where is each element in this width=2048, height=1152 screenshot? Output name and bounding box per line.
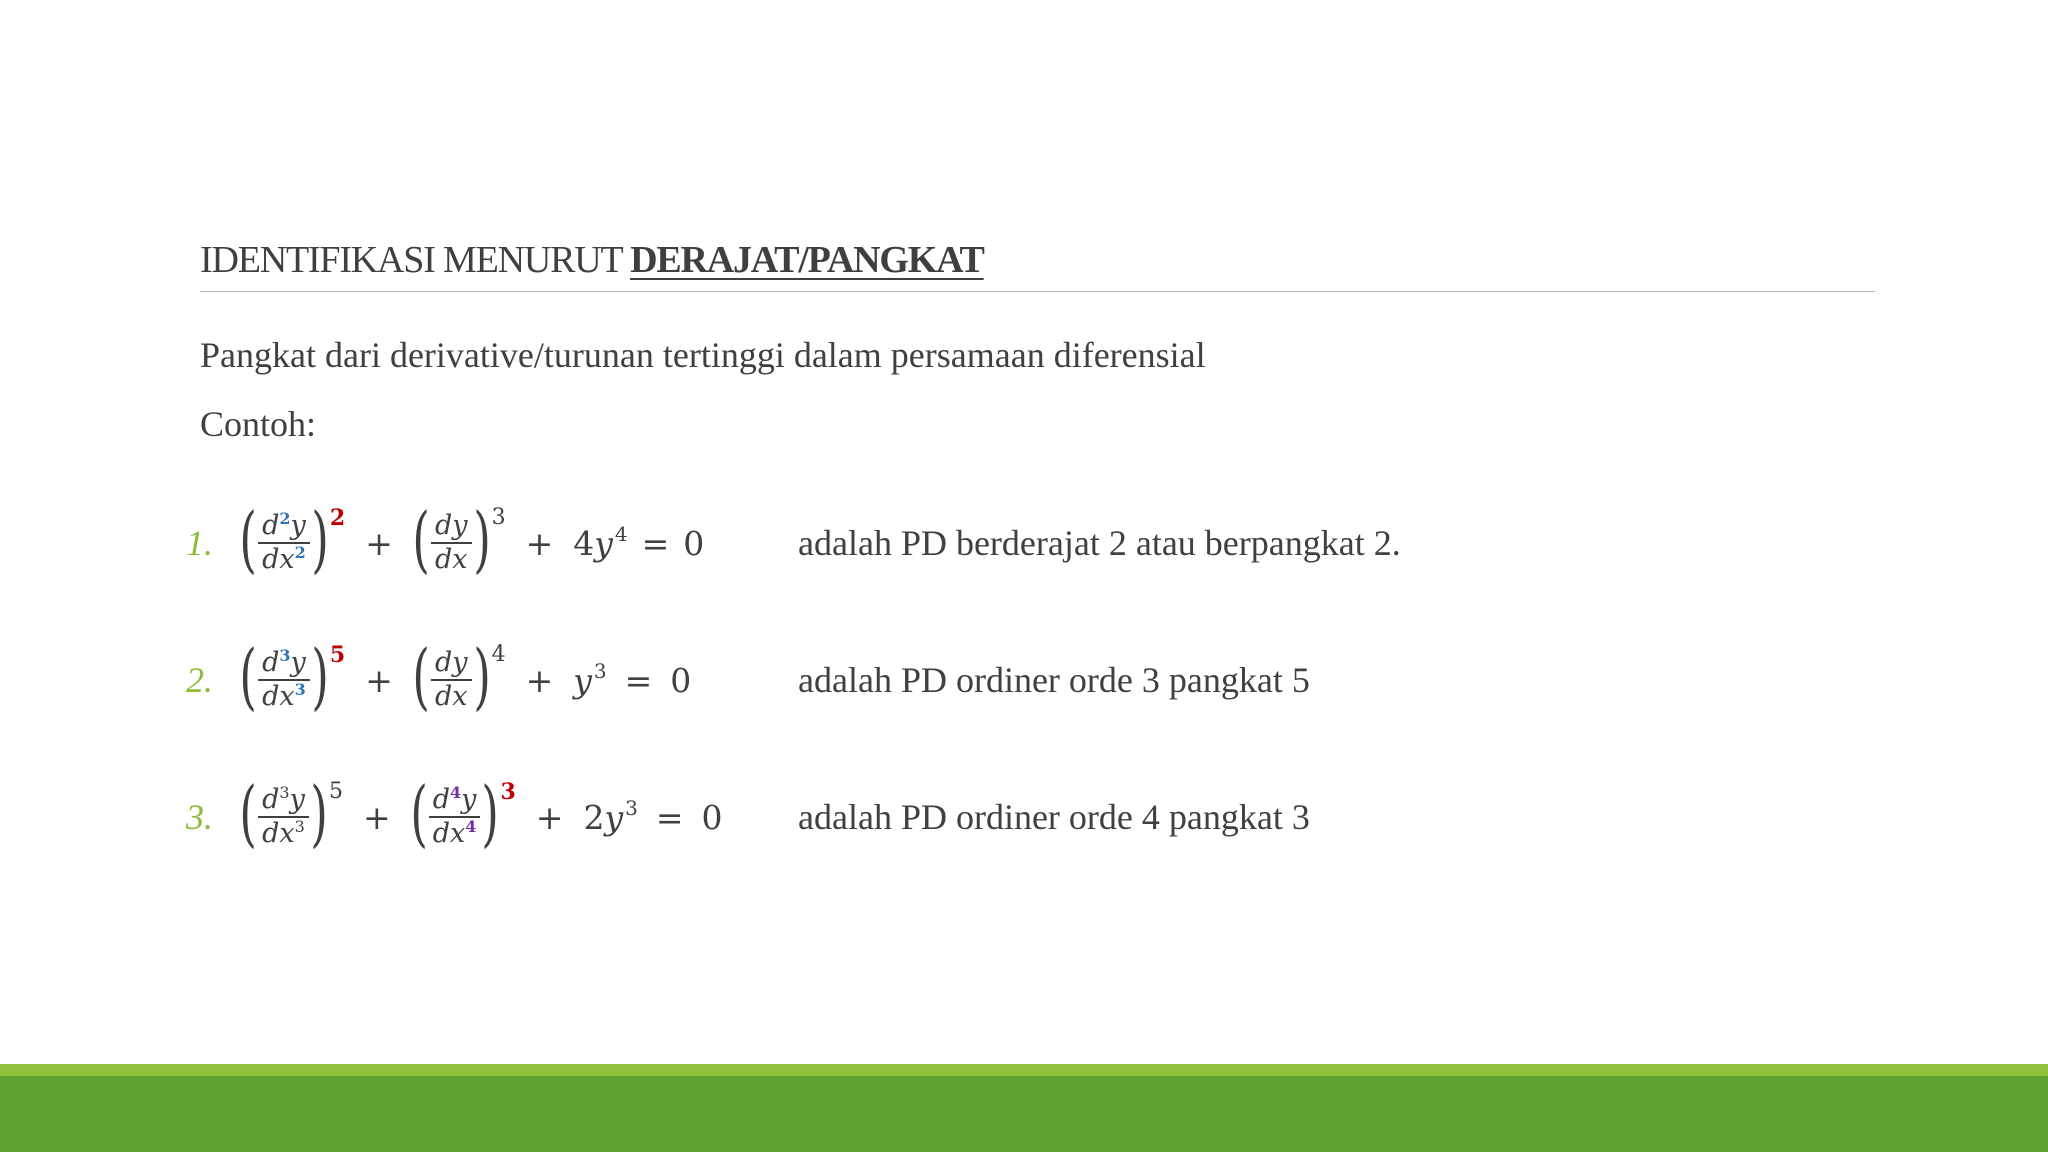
y-term: 2y $^3$ [583, 795, 638, 837]
fourth-derivative-term: ( $\frac{d^4y}{dx^4}$ ) 3 [409, 771, 516, 855]
equals-sign: = [641, 523, 670, 563]
footer-band-light [0, 1064, 2048, 1076]
derivative-order: 3 [279, 783, 290, 803]
plus-sign: + [365, 523, 393, 563]
exponent: 4 [491, 642, 506, 667]
first-derivative-term: ( $\frac{dy}{dx}$ ) 4 [412, 634, 506, 718]
first-derivative-term: ( $\frac{dy}{dx}$ ) 3 [412, 497, 506, 581]
fraction: $\frac{d^2y}{dx^2}$ [258, 511, 310, 574]
degree-exponent: 3 [500, 779, 516, 805]
title-emphasis: DERAJAT/PANGKAT [630, 239, 984, 281]
plus-sign: + [365, 660, 393, 700]
rhs-value: 0 [670, 660, 692, 700]
example-row-3 [0, 762, 2048, 872]
title-plain: IDENTIFIKASI MENURUT [200, 239, 631, 281]
example-number: 1. [186, 523, 213, 563]
fraction: $\frac{d^3y}{dx^3}$ [258, 648, 310, 711]
footer-band-dark [0, 1076, 2048, 1152]
equation [240, 762, 723, 872]
derivative-order: 2 [279, 509, 291, 529]
degree-exponent: 2 [329, 505, 346, 531]
contoh-label: Contoh: [200, 404, 317, 444]
title-divider [200, 291, 1875, 292]
example-row-2 [0, 625, 2048, 735]
plus-sign: + [525, 660, 554, 700]
fraction: $\frac{d^3y}{dx^3}$ [258, 785, 309, 848]
third-derivative-term: ( $\frac{d^3y}{dx^3}$ ) 5 [239, 634, 346, 718]
rhs-value: 0 [683, 523, 705, 563]
example-description: adalah PD berderajat 2 atau berpangkat 2. [798, 523, 1401, 563]
rhs-value: 0 [701, 797, 723, 837]
equals-sign: = [655, 797, 684, 837]
degree-exponent: 5 [329, 642, 346, 668]
plus-sign: + [525, 523, 554, 563]
exponent: 3 [491, 505, 506, 530]
example-description: adalah PD ordiner orde 3 pangkat 5 [798, 660, 1310, 700]
third-derivative-term: ( $\frac{d^3y}{dx^3}$ ) 5 [239, 771, 343, 855]
equals-sign: = [624, 660, 653, 700]
fraction: $\frac{d^4y}{dx^4}$ [429, 785, 481, 848]
slide-title [200, 238, 984, 288]
exponent: 5 [328, 779, 343, 804]
second-derivative-term: ( $\frac{d^2y}{dx^2}$ ) 2 [239, 497, 346, 581]
equation [240, 488, 704, 598]
derivative-order: 3 [279, 646, 291, 666]
slide-subtitle: Pangkat dari derivative/turunan tertinggi dalam persamaan diferensial [200, 335, 1206, 375]
y-term: y $^3$ [573, 658, 607, 700]
fraction: $\frac{dy}{dx}$ [431, 648, 472, 711]
plus-sign: + [535, 797, 564, 837]
example-description: adalah PD ordiner orde 4 pangkat 3 [798, 797, 1310, 837]
derivative-order: 4 [449, 783, 462, 803]
example-row-1 [0, 488, 2048, 598]
example-number: 2. [186, 660, 213, 700]
example-number: 3. [186, 797, 213, 837]
y-term: 4y $^4$ [573, 521, 628, 563]
plus-sign: + [362, 797, 391, 837]
equation [240, 625, 691, 735]
fraction: $\frac{dy}{dx}$ [431, 511, 472, 574]
